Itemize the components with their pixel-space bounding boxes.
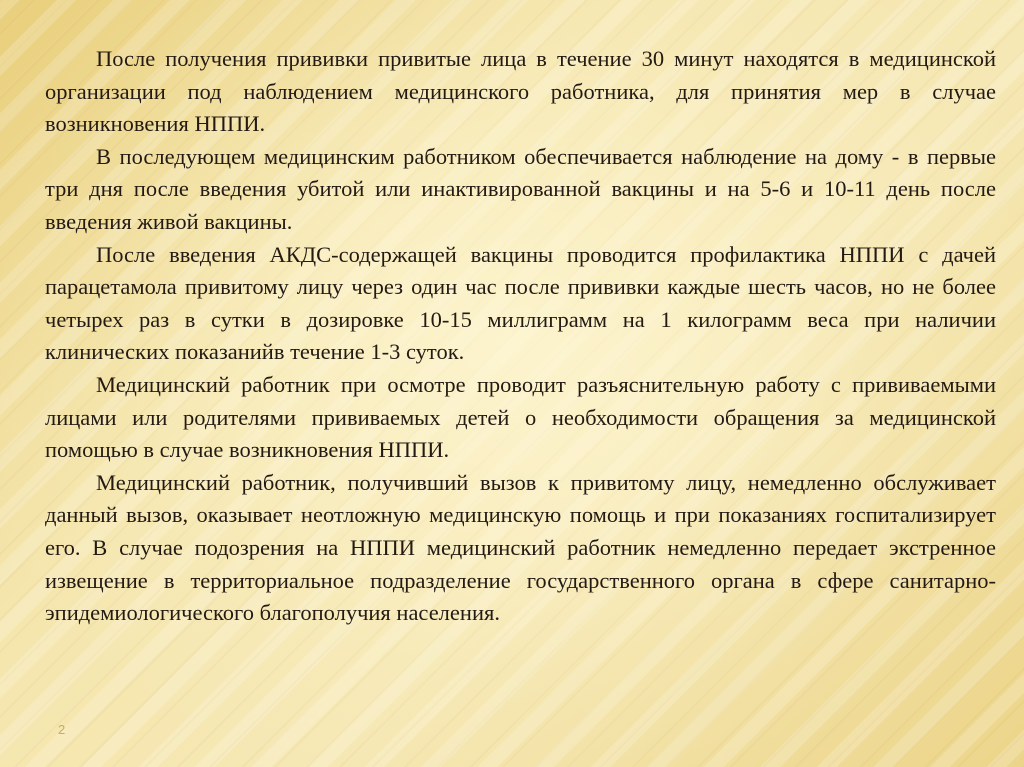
paragraph-emergency-call: Медицинский работник, получивший вызов к привитому лицу, немедленно обслуживает данный вызов, оказывает неотложную медицинскую помощь и при показаниях госпитализирует его. В случае подозрения на НППИ медицинский работник немедленно передает экстренное извещение в территориальное подразделение государственного органа в сфере санитарно-эпидемиологического благополучия населения. — [45, 469, 996, 626]
paragraph-explanatory-work: Медицинский работник при осмотре проводит разъяснительную работу с прививаемыми лицами или родителями прививаемых детей о необходимости обращения за медицинской помощью в случае возникновения НППИ. — [45, 371, 996, 463]
slide-body — [45, 43, 996, 630]
paragraph-paracetamol-prophylaxis: После введения АКДС-содержащей вакцины проводится профилактика НППИ с дачей парацетамола привитому лицу через один час после прививки каждые шесть часов, но не более четырех раз в сутки в дозировке 10-15 миллиграмм на 1 килограмм веса при наличии клинических показанийв течение 1-3 суток. — [45, 241, 996, 365]
paragraph-home-observation: В последующем медицинским работником обеспечивается наблюдение на дому - в первые три дня после введения убитой или инактивированной вакцины и на 5-6 и 10-11 день после введения живой вакцины. — [45, 143, 996, 234]
slide-number: 2 — [58, 722, 66, 737]
paragraph-post-vaccination-observation: После получения прививки привитые лица в течение 30 минут находятся в медицинской организации под наблюдением медицинского работника, для принятия мер в случае возникновения НППИ. — [45, 46, 996, 137]
